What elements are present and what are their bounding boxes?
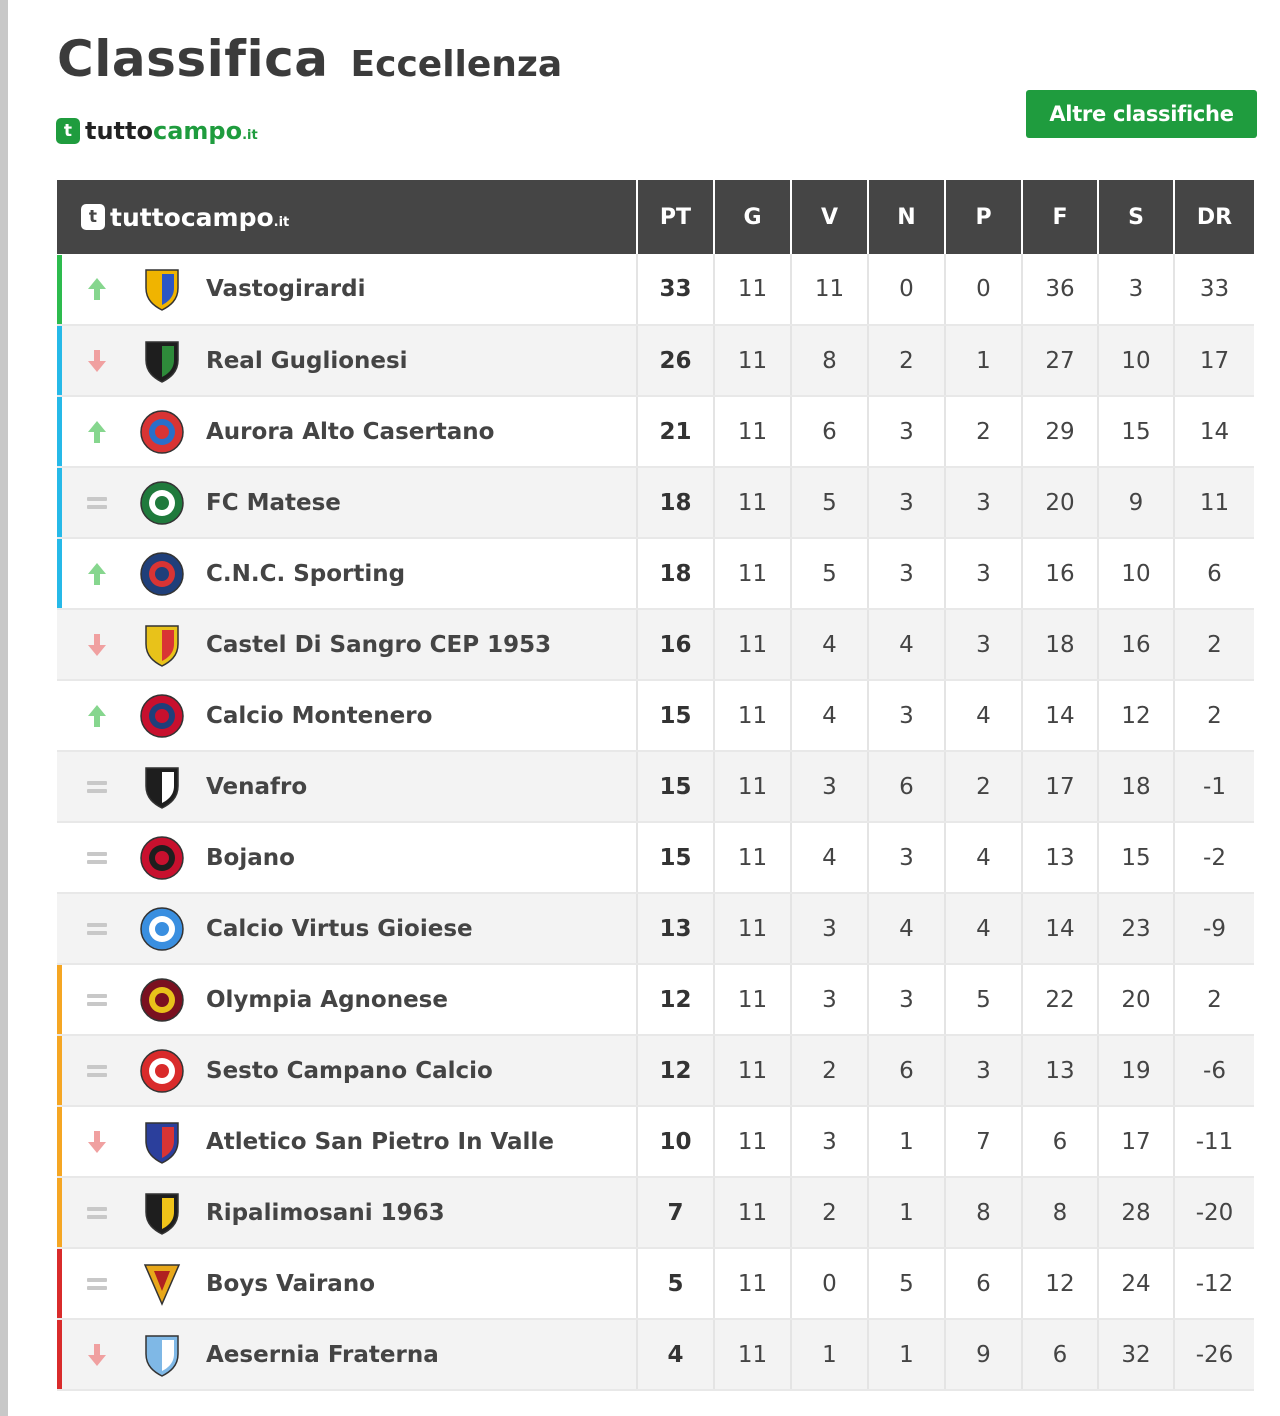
trend-indicator [62, 496, 132, 510]
team-crest-icon [140, 480, 184, 526]
col-header-v: V [791, 180, 868, 254]
team-name[interactable]: Aesernia Fraterna [206, 1341, 439, 1368]
stat-n: 6 [868, 751, 945, 822]
left-edge-strip [0, 0, 8, 1416]
team-crest-icon [140, 409, 184, 455]
team-name[interactable]: Ripalimosani 1963 [206, 1199, 445, 1226]
table-row[interactable] [57, 1035, 1254, 1106]
stat-g: 11 [714, 538, 791, 609]
title-main: Classifica [57, 30, 329, 88]
arrow-down-icon [88, 1131, 106, 1153]
team-crest-icon [140, 338, 184, 384]
stat-dr: 2 [1174, 680, 1254, 751]
stat-s: 32 [1098, 1319, 1174, 1390]
stat-v: 3 [791, 964, 868, 1035]
stat-f: 6 [1022, 1319, 1098, 1390]
col-header-f: F [1022, 180, 1098, 254]
stat-s: 23 [1098, 893, 1174, 964]
stat-p: 0 [945, 254, 1022, 325]
team-crest-icon [140, 906, 184, 952]
team-crest-icon [140, 1190, 184, 1236]
trend-indicator [62, 705, 132, 727]
col-header-p: P [945, 180, 1022, 254]
stat-p: 8 [945, 1177, 1022, 1248]
table-row[interactable] [57, 964, 1254, 1035]
page-title [57, 30, 562, 88]
team-cell [57, 1035, 637, 1106]
table-row[interactable] [57, 893, 1254, 964]
stat-s: 16 [1098, 609, 1174, 680]
zone-indicator-green [57, 255, 636, 324]
team-crest-icon [140, 1332, 184, 1378]
stat-dr: 33 [1174, 254, 1254, 325]
stat-pt: 12 [637, 964, 714, 1035]
zone-indicator-none [57, 752, 636, 821]
stat-s: 3 [1098, 254, 1174, 325]
team-name[interactable]: Real Guglionesi [206, 347, 408, 374]
zone-indicator-orange [57, 1107, 636, 1176]
stat-g: 11 [714, 1248, 791, 1319]
team-crest-icon [140, 977, 184, 1023]
team-cell [57, 1106, 637, 1177]
stat-p: 3 [945, 538, 1022, 609]
stat-n: 3 [868, 396, 945, 467]
zone-indicator-blue [57, 539, 636, 608]
team-cell [57, 822, 637, 893]
header-brand-domain: .it [273, 214, 290, 230]
col-header-pt: PT [637, 180, 714, 254]
team-name[interactable]: Boys Vairano [206, 1270, 376, 1297]
stat-f: 22 [1022, 964, 1098, 1035]
arrow-down-icon [88, 1344, 106, 1366]
stat-v: 2 [791, 1177, 868, 1248]
team-cell [57, 1177, 637, 1248]
team-cell [57, 964, 637, 1035]
stat-s: 9 [1098, 467, 1174, 538]
stat-s: 10 [1098, 538, 1174, 609]
stat-g: 11 [714, 822, 791, 893]
stat-dr: 11 [1174, 467, 1254, 538]
team-name[interactable]: Venafro [206, 773, 308, 800]
stat-f: 36 [1022, 254, 1098, 325]
stat-s: 18 [1098, 751, 1174, 822]
stat-g: 11 [714, 751, 791, 822]
stat-p: 1 [945, 325, 1022, 396]
zone-indicator-none [57, 894, 636, 963]
stat-s: 24 [1098, 1248, 1174, 1319]
equal-icon [87, 993, 107, 1007]
table-row[interactable] [57, 325, 1254, 396]
trend-indicator [62, 1131, 132, 1153]
zone-indicator-orange [57, 965, 636, 1034]
stat-n: 4 [868, 893, 945, 964]
stat-f: 16 [1022, 538, 1098, 609]
stat-f: 14 [1022, 680, 1098, 751]
team-name[interactable]: Calcio Virtus Gioiese [206, 915, 473, 942]
stat-v: 5 [791, 467, 868, 538]
team-crest-icon [140, 266, 184, 312]
stat-n: 3 [868, 680, 945, 751]
stat-n: 4 [868, 609, 945, 680]
trend-indicator [62, 634, 132, 656]
team-cell [57, 680, 637, 751]
tuttocampo-icon: t [81, 204, 105, 230]
table-row[interactable] [57, 254, 1254, 325]
stat-s: 28 [1098, 1177, 1174, 1248]
arrow-up-icon [88, 705, 106, 727]
team-crest-icon [140, 764, 184, 810]
zone-indicator-none [57, 681, 636, 750]
stat-v: 4 [791, 822, 868, 893]
altre-classifiche-button[interactable]: Altre classifiche [1026, 90, 1257, 138]
stat-n: 2 [868, 325, 945, 396]
stat-f: 13 [1022, 822, 1098, 893]
stat-pt: 15 [637, 680, 714, 751]
stat-dr: 17 [1174, 325, 1254, 396]
stat-g: 11 [714, 325, 791, 396]
table-row[interactable] [57, 822, 1254, 893]
stat-dr: -6 [1174, 1035, 1254, 1106]
zone-indicator-none [57, 610, 636, 679]
stat-dr: -12 [1174, 1248, 1254, 1319]
table-row[interactable] [57, 1106, 1254, 1177]
stat-dr: 2 [1174, 609, 1254, 680]
stat-dr: 6 [1174, 538, 1254, 609]
stat-dr: -1 [1174, 751, 1254, 822]
stat-pt: 4 [637, 1319, 714, 1390]
stat-p: 4 [945, 893, 1022, 964]
col-header-n: N [868, 180, 945, 254]
stat-p: 5 [945, 964, 1022, 1035]
stat-pt: 26 [637, 325, 714, 396]
team-crest-icon [140, 1261, 184, 1307]
table-row[interactable] [57, 1319, 1254, 1390]
stat-f: 14 [1022, 893, 1098, 964]
table-row[interactable] [57, 1248, 1254, 1319]
stat-g: 11 [714, 680, 791, 751]
stat-v: 8 [791, 325, 868, 396]
stat-pt: 12 [637, 1035, 714, 1106]
stat-dr: -26 [1174, 1319, 1254, 1390]
trend-indicator [62, 851, 132, 865]
stat-pt: 21 [637, 396, 714, 467]
stat-g: 11 [714, 1319, 791, 1390]
stat-dr: -11 [1174, 1106, 1254, 1177]
brand-part1: tutto [85, 117, 153, 145]
stat-g: 11 [714, 1177, 791, 1248]
stat-pt: 7 [637, 1177, 714, 1248]
stat-s: 15 [1098, 396, 1174, 467]
team-name[interactable]: Olympia Agnonese [206, 986, 448, 1013]
table-header [57, 180, 1254, 254]
table-row[interactable] [57, 1177, 1254, 1248]
team-cell [57, 254, 637, 325]
trend-indicator [62, 1344, 132, 1366]
zone-indicator-red [57, 1320, 636, 1389]
arrow-down-icon [88, 634, 106, 656]
brand-domain: .it [242, 128, 258, 143]
stat-v: 5 [791, 538, 868, 609]
stat-n: 3 [868, 822, 945, 893]
team-crest-icon [140, 1119, 184, 1165]
stat-n: 1 [868, 1177, 945, 1248]
team-name[interactable]: FC Matese [206, 489, 341, 516]
trend-indicator [62, 421, 132, 443]
stat-n: 1 [868, 1319, 945, 1390]
stat-g: 11 [714, 893, 791, 964]
col-header-s: S [1098, 180, 1174, 254]
zone-indicator-orange [57, 1178, 636, 1247]
team-name[interactable]: Calcio Montenero [206, 702, 433, 729]
team-cell [57, 1319, 637, 1390]
stat-n: 1 [868, 1106, 945, 1177]
team-crest-icon [140, 835, 184, 881]
header-brand-text [110, 203, 289, 232]
stat-f: 18 [1022, 609, 1098, 680]
stat-n: 0 [868, 254, 945, 325]
stat-p: 6 [945, 1248, 1022, 1319]
team-name[interactable]: Bojano [206, 844, 295, 871]
team-crest-icon [140, 693, 184, 739]
col-header-g: G [714, 180, 791, 254]
arrow-down-icon [88, 350, 106, 372]
col-header-dr: DR [1174, 180, 1254, 254]
stat-f: 27 [1022, 325, 1098, 396]
stat-p: 4 [945, 680, 1022, 751]
stat-g: 11 [714, 254, 791, 325]
stat-s: 12 [1098, 680, 1174, 751]
stat-pt: 15 [637, 822, 714, 893]
trend-indicator [62, 1206, 132, 1220]
team-cell [57, 538, 637, 609]
standings-table [57, 180, 1254, 1391]
stat-pt: 16 [637, 609, 714, 680]
stat-f: 13 [1022, 1035, 1098, 1106]
stat-pt: 18 [637, 538, 714, 609]
stat-dr: -2 [1174, 822, 1254, 893]
stat-pt: 5 [637, 1248, 714, 1319]
trend-indicator [62, 993, 132, 1007]
stat-v: 2 [791, 1035, 868, 1106]
zone-indicator-blue [57, 397, 636, 466]
stat-n: 5 [868, 1248, 945, 1319]
arrow-up-icon [88, 278, 106, 300]
tuttocampo-logo[interactable] [56, 117, 258, 145]
stat-n: 3 [868, 964, 945, 1035]
brand-text [85, 117, 258, 145]
stat-f: 20 [1022, 467, 1098, 538]
equal-icon [87, 1277, 107, 1291]
stat-s: 15 [1098, 822, 1174, 893]
trend-indicator [62, 563, 132, 585]
stat-v: 4 [791, 609, 868, 680]
stat-p: 3 [945, 467, 1022, 538]
team-name[interactable]: C.N.C. Sporting [206, 560, 406, 587]
stat-f: 6 [1022, 1106, 1098, 1177]
stat-g: 11 [714, 467, 791, 538]
stat-dr: 2 [1174, 964, 1254, 1035]
table-row[interactable] [57, 538, 1254, 609]
table-row[interactable] [57, 680, 1254, 751]
stat-p: 2 [945, 751, 1022, 822]
equal-icon [87, 780, 107, 794]
team-name[interactable]: Castel Di Sangro CEP 1953 [206, 631, 552, 658]
brand-part2: campo [153, 117, 243, 145]
stat-v: 11 [791, 254, 868, 325]
stat-n: 6 [868, 1035, 945, 1106]
equal-icon [87, 922, 107, 936]
stat-g: 11 [714, 396, 791, 467]
arrow-up-icon [88, 563, 106, 585]
stat-g: 11 [714, 609, 791, 680]
table-row[interactable] [57, 609, 1254, 680]
stat-v: 1 [791, 1319, 868, 1390]
team-cell [57, 893, 637, 964]
stat-n: 3 [868, 538, 945, 609]
stat-v: 6 [791, 396, 868, 467]
stat-p: 9 [945, 1319, 1022, 1390]
team-cell [57, 467, 637, 538]
table-row[interactable] [57, 467, 1254, 538]
zone-indicator-red [57, 1249, 636, 1318]
zone-indicator-blue [57, 468, 636, 537]
trend-indicator [62, 278, 132, 300]
stat-v: 3 [791, 893, 868, 964]
stat-s: 19 [1098, 1035, 1174, 1106]
stat-pt: 15 [637, 751, 714, 822]
stat-pt: 18 [637, 467, 714, 538]
stat-g: 11 [714, 964, 791, 1035]
stat-f: 12 [1022, 1248, 1098, 1319]
team-name[interactable]: Aurora Alto Casertano [206, 418, 495, 445]
stat-g: 11 [714, 1035, 791, 1106]
header-brand-name: tuttocampo [110, 202, 274, 232]
zone-indicator-none [57, 823, 636, 892]
stat-f: 8 [1022, 1177, 1098, 1248]
stat-v: 3 [791, 751, 868, 822]
trend-indicator [62, 780, 132, 794]
title-subtitle: Eccellenza [350, 44, 563, 85]
stat-f: 29 [1022, 396, 1098, 467]
stat-pt: 10 [637, 1106, 714, 1177]
team-cell [57, 396, 637, 467]
team-crest-icon [140, 551, 184, 597]
trend-indicator [62, 1064, 132, 1078]
stat-p: 4 [945, 822, 1022, 893]
stat-dr: -20 [1174, 1177, 1254, 1248]
team-cell [57, 751, 637, 822]
team-cell [57, 325, 637, 396]
tuttocampo-icon: t [56, 118, 80, 144]
stat-p: 7 [945, 1106, 1022, 1177]
stat-p: 3 [945, 609, 1022, 680]
stat-s: 17 [1098, 1106, 1174, 1177]
stat-s: 10 [1098, 325, 1174, 396]
stat-dr: -9 [1174, 893, 1254, 964]
equal-icon [87, 1064, 107, 1078]
zone-indicator-blue [57, 326, 636, 395]
stat-v: 0 [791, 1248, 868, 1319]
team-name[interactable]: Atletico San Pietro In Valle [206, 1128, 554, 1155]
stat-v: 3 [791, 1106, 868, 1177]
stat-g: 11 [714, 1106, 791, 1177]
stat-f: 17 [1022, 751, 1098, 822]
team-cell [57, 609, 637, 680]
stat-dr: 14 [1174, 396, 1254, 467]
team-name[interactable]: Sesto Campano Calcio [206, 1057, 493, 1084]
zone-indicator-orange [57, 1036, 636, 1105]
stat-p: 2 [945, 396, 1022, 467]
stat-s: 20 [1098, 964, 1174, 1035]
equal-icon [87, 851, 107, 865]
arrow-up-icon [88, 421, 106, 443]
header-brand [57, 180, 637, 254]
equal-icon [87, 1206, 107, 1220]
team-crest-icon [140, 1048, 184, 1094]
table-row[interactable] [57, 751, 1254, 822]
table-row[interactable] [57, 396, 1254, 467]
stat-v: 4 [791, 680, 868, 751]
trend-indicator [62, 922, 132, 936]
stat-n: 3 [868, 467, 945, 538]
equal-icon [87, 496, 107, 510]
trend-indicator [62, 1277, 132, 1291]
stat-pt: 33 [637, 254, 714, 325]
team-crest-icon [140, 622, 184, 668]
team-cell [57, 1248, 637, 1319]
stat-p: 3 [945, 1035, 1022, 1106]
team-name[interactable]: Vastogirardi [206, 276, 366, 302]
stat-pt: 13 [637, 893, 714, 964]
trend-indicator [62, 350, 132, 372]
